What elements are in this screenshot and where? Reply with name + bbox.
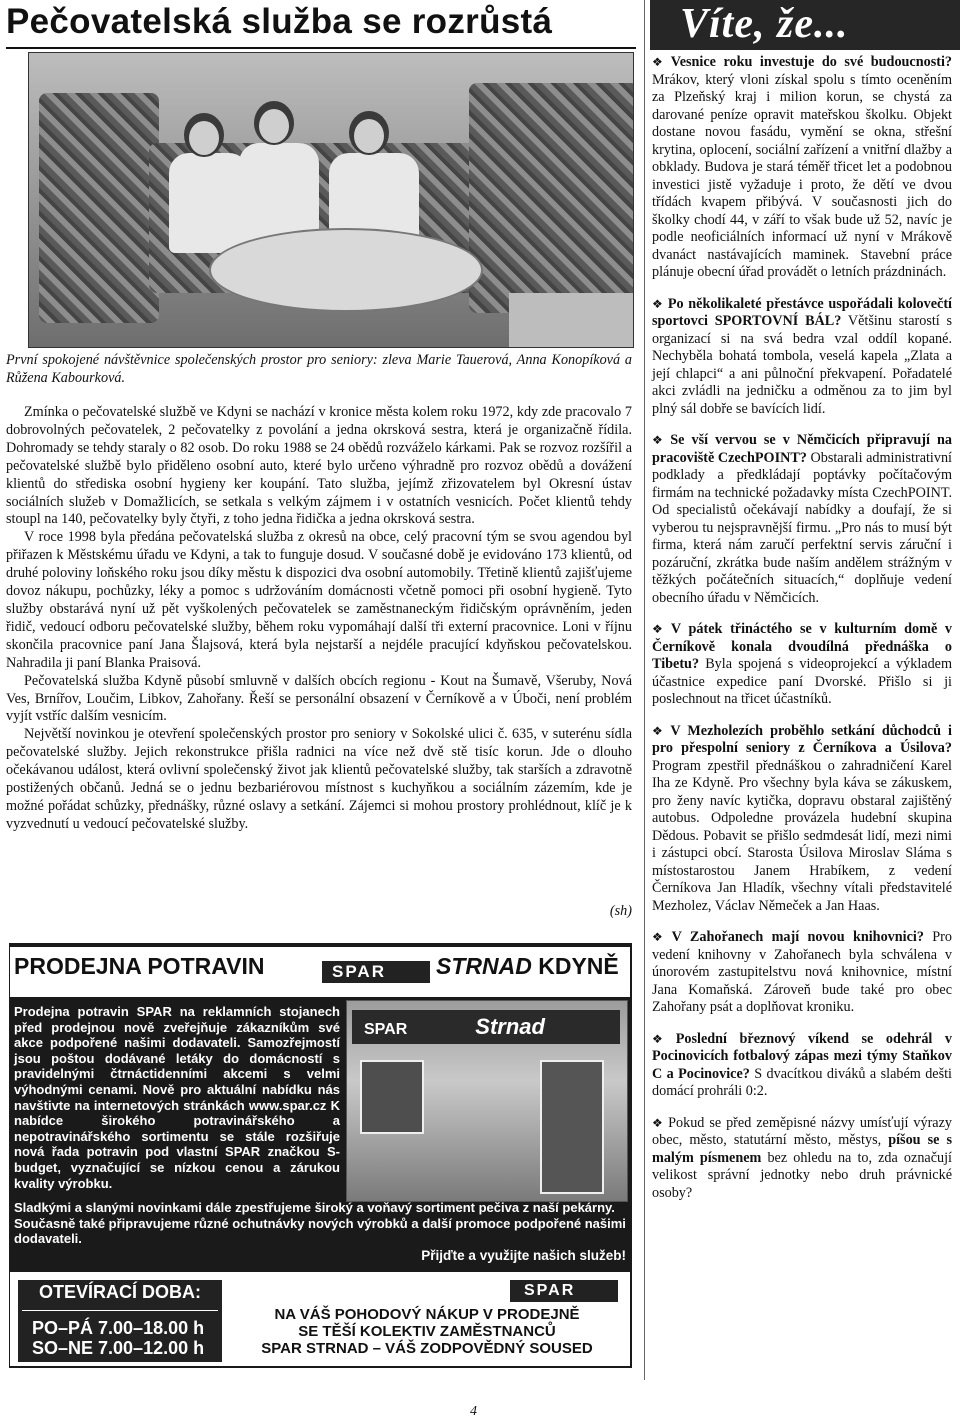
item-headline: V Mezholezích proběhlo setkání důchodců i pro přespolní seniory z Černíkova a Úsilova? [652, 722, 952, 756]
article-paragraph: Pečovatelská služba Kdyně působí smluvně v dalších obcích regionu - Kout na Šumavě, Všeruby, Nová Ves, Brnířov, Loučim, Libkov, Zahořany. Řeší se personální obsazení v Černíkově a v Úboči, není problém vyjít vstříc dalším vesnicím. [6, 672, 632, 725]
item-text: Většinu starostí s organizací si na svá bedra vzal oddíl kopané. Nechyběla bohatá tombola, veselá kapela „Zlata a její chlapci“ a ani půlnoční překvapení. Pořadatelé akci zvládli na jedničku a odměnou za to jim byl plný sál dobře se bavících lidí. [652, 313, 953, 417]
item-text: Pro vedení knihovny v Zahořanech byla schválena v únorovém zastupitelstvu nová knihovnice, místní Jana Komaňská. Zároveň bude také pro obec Zahořany psát a doplňovat kroniku. [652, 929, 952, 1015]
page-number: 4 [470, 1404, 477, 1419]
sidebar-item [652, 1115, 952, 1203]
store-sign-strnad: Strnad [475, 1014, 545, 1039]
item-headline: Se vší vervou se v Němčicích připravují na pracoviště CzechPOINT? [652, 432, 952, 466]
column-divider [644, 0, 645, 1380]
item-headline: píšou se s malým písmenem [652, 1132, 952, 1166]
store-door [540, 1060, 604, 1194]
item-text: Program zpestřil přednáškou o zahradničení Karel Iha ze Kdyně. Pro všechny byla káva se zákuskem, pro ženy navíc kytička, dopravu obstaral zajištěný autobus. Odpoledne provázela hudební skupina Dědous. Pobavit se přišlo sedmdesát lidí, mezi nimi i zástupci obcí. Starosta Úsilova Miroslav Sláma s místostarostou Janem Hrabíkem, z vedení Černíkova Jan Hladík, všechny vítali představitelé Mezholez, Václav Němeček a Jan Haas. [652, 757, 952, 914]
diamond-bullet-icon: ❖ [652, 1031, 672, 1046]
item-headline: V Zahořanech mají novou knihovnici? [671, 929, 924, 945]
diamond-bullet-icon: ❖ [652, 433, 667, 447]
diamond-bullet-icon: ❖ [652, 723, 667, 738]
sidebar-item [652, 621, 952, 709]
item-headline: V pátek třináctého se v kulturním domě v Černíkově konala dvoudílná přednáška o Tibetu? [652, 621, 952, 672]
store-sign [352, 1010, 620, 1044]
spar-logo-text: SPAR [524, 1282, 576, 1299]
spar-logo [322, 961, 430, 983]
item-text: Pokud se před zeměpisné názvy umísťují výrazy obec, město, statutární město, městys, [652, 1114, 952, 1148]
sidebar-item [652, 54, 952, 282]
slogan-line: SE TĚŠÍ KOLEKTIV ZAMĚSTNANCŮ [298, 1323, 556, 1340]
diamond-bullet-icon: ❖ [652, 1115, 665, 1130]
diamond-bullet-icon: ❖ [652, 55, 667, 69]
opening-hours-title: OTEVÍRACÍ DOBA: [39, 1282, 201, 1302]
ad-slogan [228, 1306, 626, 1357]
article-title: Pečovatelská služba se rozrůstá [6, 2, 553, 41]
item-text: bez ohledu na to, zda označují velikost správní jednotky nebo druh právnické osoby? [652, 1149, 952, 1201]
hours-weekdays: PO–PÁ 7.00–18.00 h [32, 1318, 205, 1338]
item-headline: Poslední březnový víkend se odehrál v Pocinovicích fotbalový zápas mezi týmy Staňkov C a Pocinovice? [652, 1030, 952, 1082]
author-signature: (sh) [609, 903, 632, 919]
store-city: KDYNĚ [538, 953, 619, 979]
title-rule [6, 47, 636, 49]
sidebar-title: Víte, že... [680, 1, 849, 47]
hours-divider [22, 1310, 218, 1311]
store-window [360, 1060, 424, 1134]
ad-title: PRODEJNA POTRAVIN [14, 953, 265, 979]
article-paragraph: Zmínka o pečovatelské službě ve Kdyni se nachází v kronice města kolem roku 1972, kdy zde pracovalo 7 dobrovolných pečovatelek, 2 pečovatelky z povolání a jedna okrsková sestra, která je organizačně řídila. Dohromady se tehdy staraly o 82 osob. Do roku 1988 se 24 obědů rozváželo kárkami. Pak se rozvoz rozšířil a pečovatelské službě bylo přiděleno osobní auto, které bylo určeno výhradně pro rozvoz obědů a dovážení klientů do střediska osobní hygieny ker koupání. Tato služba, jejímž zřizovatelem byl Okresní ústav sociálních služeb v Domažlicích, se setkala s velkým zájmem i v ostatních vesnicích. Počet klientů tehdy stoupl na 140, pečovatelky byly čtyři, z toho jedna řidička a jedna okrsková sestra. [6, 404, 632, 528]
ad-bottom-text: Sladkými a slanými novinkami dále zpestřujeme široký a voňavý sortiment pečiva z naší pekárny. Současně také připravujeme různé ochutnávky nových výrobků a další promoce podpořené našimi dodavateli. [14, 1200, 626, 1247]
item-text: Mrákov, který vloni získal spolu s tímto oceněním za Plzeňský kraj i milion korun, se chystá za darované peníze opravit mateřskou školku. Objekt dostane novou fasádu, vymění se okna, střešní krytina, oplocení, sociální zařízení a vnitřní dlažby a obklady. Budova je stará téměř třicet let a podobnou investici jistě vyžaduje i proto, že dětí ve dvou třídách kvapem přibývá. V současnosti jich do školky chodí 44, v září to však bude už 52, navíc je podle neoficiálních informací už nyní v Mrákově dvanáct nastávajících maminek. Stavební práce plánuje obecní úřad provádět o letních prázdninách. [652, 71, 952, 280]
item-text: Byla spojená s videoprojekcí a výkladem účastnice expedice paní Dvorské. Přišlo si ji poslechnout na třicet účastníků. [652, 656, 952, 707]
did-you-know-sidebar [652, 54, 952, 1216]
ad-left-text: Prodejna potravin SPAR na reklamních stojanech před prodejnou nově zveřejňuje zákazníkům své akce podpořené našimi dodavateli. Samozřejmostí jsou poštou dodávané letáky do domácností s pravidelnými čtrnáctidenními akcemi s velmi výhodnými cenami. Nově pro aktuální nabídku nás navštivte na internetových stránkách www.spar.cz K nabídce širokého potravinářského a nepotravinářského sortimentu se stále rozšiřuje nová řada potravin pod vlastní SPAR značkou S-budget, vyznačující se nízkou cenou a zárukou kvality výrobku. [14, 1004, 340, 1191]
item-text: Obstarali administrativní podklady a předkládají poptávky počítačovým firmám na technické požadavky místa CzechPOINT. Od specialistů očekávají nabídky a doufají, že si vyberou tu nejspravnější firmu. „Pro nás to musí být firma, která nám zaručí perfektní servis záruční i pozáruční, zkrátka bude naším andělem strážným v těžkých počátečních situacích,“ doplňuje vedení obecního úřadu v Němčicích. [652, 449, 952, 606]
slogan-line: SPAR STRNAD – VÁŠ ZODPOVĚDNÝ SOUSED [261, 1340, 593, 1357]
ad-invite: Přijďte a využijte našich služeb! [421, 1248, 626, 1263]
hours-weekend: SO–NE 7.00–12.00 h [32, 1338, 205, 1358]
item-text: S dvacítkou diváků a slabém dešti domácí prohráli 0:2. [652, 1065, 953, 1099]
diamond-bullet-icon: ❖ [652, 622, 667, 636]
sidebar-item [652, 1031, 952, 1101]
sidebar-item [652, 929, 952, 1017]
store-sign-spar: SPAR [364, 1021, 408, 1038]
diamond-bullet-icon: ❖ [652, 296, 664, 311]
article-paragraph: Největší novinkou je otevření společenských prostor pro seniory v Sokolské ulici č. 635, v suterénu sídla pečovatelské služby. Jejich rekonstrukce přišla radnici na více než dvě stě tisíc korun. Jde o dlouho očekávanou událost, která ovlivní společenský život jak klientů pečovatelské služby, tak starších a zdravotně postižených občanů. Jedná se o jednu bezbariérovou místnost s kuchyňkou a sociálním zázemím, kde je možné pořádat schůzky, přednášky, různé oslavy a setkání. Zájemci si mohou prostory prohlédnout, klíč je k vyzvednutí u vedoucí pečovatelské služby. [6, 726, 632, 832]
sidebar-item [652, 723, 952, 916]
article-photo [28, 52, 634, 348]
article-body [6, 404, 632, 834]
slogan-line: NA VÁŠ POHODOVÝ NÁKUP V PRODEJNĚ [274, 1306, 580, 1323]
diamond-bullet-icon: ❖ [652, 930, 668, 944]
store-name-strnad: STRNAD [436, 953, 532, 979]
item-headline: Po několikaleté přestávce uspořádali kolovečtí sportovci SPORTOVNÍ BÁL? [652, 295, 952, 329]
sidebar-item [652, 296, 952, 419]
ad-store-name [436, 953, 619, 980]
spar-logo [510, 1280, 618, 1302]
sidebar-item [652, 432, 952, 607]
article-paragraph: V roce 1998 byla předána pečovatelská služba z okresů na obce, celý pracovní tým se svou agendou byl přiřazen k Městskému úřadu ve Kdyni, a tak to funguje dosud. V současné době je evidováno 173 klientů, od druhé poloviny loňského roku jsou díky městu k dispozici dva osobní automobily. Třetině klientů zajišťujeme dovoz nákupu, pochůzky, léky a pomoc s udržováním domácnosti včetně pomoci při osobní hygieně. Tyto služby obstarává nyní už pět vyškolených pečovatelek se zaměstnaneckým řidičským oprávněním, jeden řidič, vedoucí odboru pečovatelské služby, během roku vypomáhají další tři externí pracovnice. Loni v říjnu skončila pracovnice paní Jana Šlajsová, která byla nejstarší a nejdéle pracující kdyňskou pečovatelskou. Nahradila ji paní Blanka Praisová. [6, 529, 632, 671]
photo-caption: První spokojené návštěvnice společenských prostor pro seniory: zleva Marie Tauerová, Anna Konopíková a Růžena Kabourková. [6, 352, 632, 386]
spar-logo-text: SPAR [332, 962, 386, 981]
item-headline: Vesnice roku investuje do své budoucnosti? [670, 54, 952, 70]
